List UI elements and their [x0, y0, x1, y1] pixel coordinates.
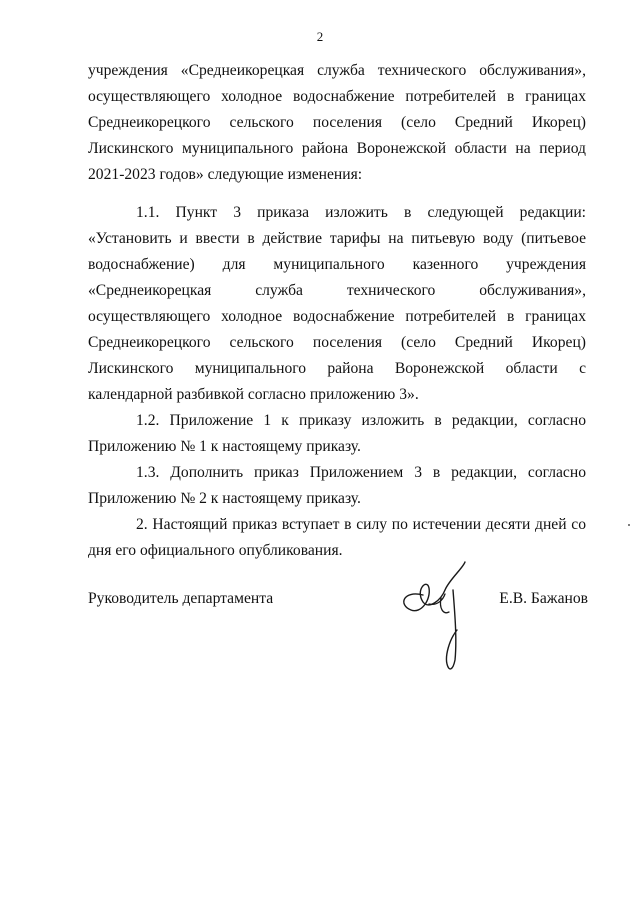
signature-block	[88, 590, 588, 680]
signatory-name: Е.В. Бажанов	[499, 590, 588, 607]
page-number: 2	[316, 29, 324, 44]
scan-speck	[628, 524, 630, 526]
paragraph-item-1-2: 1.2. Приложение 1 к приказу изложить в редакции, согласно Приложению № 1 к настоящему приказу.	[88, 412, 586, 455]
paragraph-item-1-3: 1.3. Дополнить приказ Приложением 3 в редакции, согласно Приложению № 2 к настоящему приказу.	[88, 464, 586, 507]
paragraph-item-1-1: 1.1. Пункт 3 приказа изложить в следующей редакции: «Установить и ввести в действие тарифы на питьевую воду (питьевое водоснабжение) для муниципального казенного учреждения «Среднеикорецкая служба технического обслуживания», осуществляющего холодное водоснабжение потребителей в границах Среднеикорецкого сельского поселения (село Средний Икорец) Лискинского муниципального района Воронежской области с календарной разбивкой согласно приложению 3».	[88, 204, 586, 403]
document-body	[88, 58, 586, 564]
paragraph-intro: учреждения «Среднеикорецкая служба технического обслуживания», осуществляющего холодное водоснабжение потребителей в границах Среднеикорецкого сельского поселения (село Средний Икорец) Лискинского муниципального района Воронежской области на период 2021-2023 годов» следующие изменения:	[88, 62, 586, 183]
handwritten-signature-icon	[393, 560, 483, 680]
paragraph-item-2: 2. Настоящий приказ вступает в силу по истечении десяти дней со дня его официального опубликования.	[88, 516, 586, 559]
signatory-title: Руководитель департамента	[88, 590, 274, 607]
